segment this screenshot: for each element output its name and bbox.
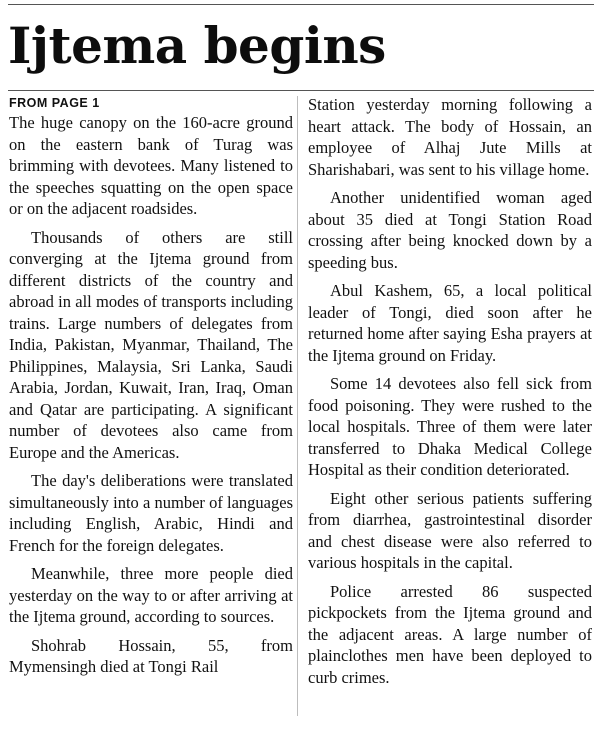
article-paragraph: Eight other serious patients suffering from diarrhea, gastrointestinal disorder and chest disease were also referred to various hospitals in the capital.: [308, 488, 592, 572]
column-divider: [297, 96, 298, 716]
headline: Ijtema begins: [8, 16, 386, 75]
article-paragraph: Shohrab Hossain, 55, from Mymensingh died at Tongi Rail: [9, 635, 293, 676]
article-paragraph: Police arrested 86 suspected pickpockets from the Ijtema ground and the adjacent areas. A large number of plainclothes men have been deployed to curb crimes.: [308, 581, 592, 687]
article-paragraph: Some 14 devotees also fell sick from food poisoning. They were rushed to the local hospitals. Three of them were later transferred to Dhaka Medical College Hospital as their condition deteriorated.: [308, 374, 592, 479]
article-paragraph: The huge canopy on the 160-acre ground on the eastern bank of Turag was brimming with devotees. Many listened to the speeches squatting on the open space or on the adjacent roadsides.: [9, 113, 293, 218]
headline-rule: [8, 90, 594, 91]
article-paragraph: Station yesterday morning following a heart attack. The body of Hossain, an employee of Alhaj Jute Mills at Sharishabari, was sent to his village home.: [308, 95, 592, 179]
top-rule: [8, 4, 594, 5]
article-paragraph: Another unidentified woman aged about 35 died at Tongi Station Road crossing after being knocked down by a speeding bus.: [308, 188, 592, 272]
article-column-right: [308, 94, 592, 726]
article-paragraph: The day's deliberations were translated simultaneously into a number of languages including English, Arabic, Hindi and French for the foreign delegates.: [9, 471, 293, 555]
kicker-label: FROM PAGE 1: [9, 96, 100, 110]
article-paragraph: Meanwhile, three more people died yesterday on the way to or after arriving at the Ijtema ground, according to sources.: [9, 564, 293, 626]
article-paragraph: Abul Kashem, 65, a local political leader of Tongi, died soon after he returned home after saying Esha prayers at the Ijtema ground on Friday.: [308, 281, 592, 365]
article-paragraph: Thousands of others are still converging at the Ijtema ground from different districts of the country and abroad in all modes of transports including trains. Large numbers of delegates from India, Pakistan, Myanmar, Thailand, The Philippines, Malaysia, Sri Lanka, Saudi Arabia, Jordan, Kuwait, Iran, Iraq, Oman and Qatar are participating. A significant number of devotees also came from Europe and the Americas.: [9, 227, 293, 462]
article-column-left: [9, 94, 293, 726]
